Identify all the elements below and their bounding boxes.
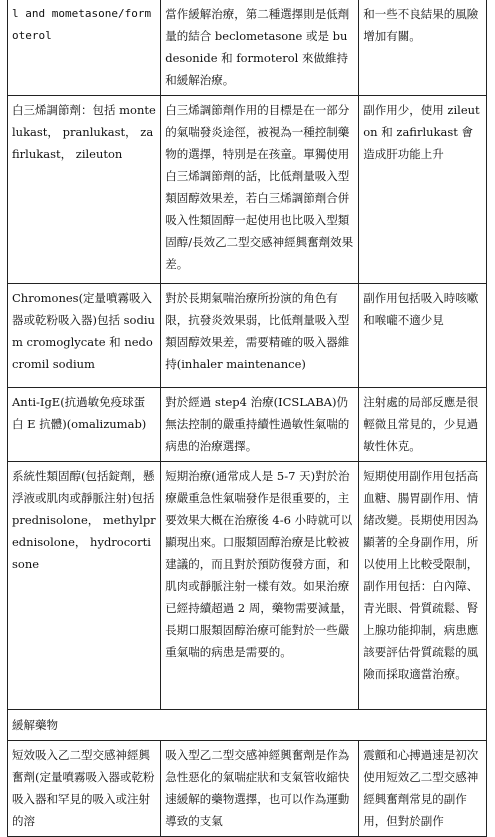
- drug-name-cell: Anti-IgE(抗過敏免疫球蛋白 E 抗體)(omalizumab): [8, 388, 161, 462]
- side-effects-cell: 和一些不良結果的風險增加有關。: [359, 0, 487, 96]
- drug-name-cell: 系統性類固醇(包括錠劑，懸浮液或肌肉或靜脈注射)包括 prednisolone， methylprednisolone， hydrocortisone: [8, 462, 161, 710]
- drug-name-cell: 短效吸入乙二型交感神經興奮劑(定量噴霧吸入器或乾粉吸入器和罕見的吸入或注射的溶: [8, 741, 161, 837]
- section-header: 緩解藥物: [8, 710, 487, 741]
- table-row: [8, 741, 487, 837]
- table-row: [8, 462, 487, 710]
- medication-table: [7, 0, 487, 837]
- description-cell: 對於經過 step4 治療(ICSLABA)仍無法控制的嚴重持續性過敏性氣喘的病患的治療選擇。: [161, 388, 359, 462]
- table-row: [8, 388, 487, 462]
- side-effects-cell: 注射處的局部反應是很輕微且常見的，少見過敏性休克。: [359, 388, 487, 462]
- description-cell: 短期治療(通常成人是 5-7 天)對於治療嚴重急性氣喘發作是很重要的，主要效果大概在治療後 4-6 小時就可以顯現出來。口服類固醇治療是比較被建議的，而且對於預防復發方面，和肌肉或靜脈注射一樣有效。如果治療已經持續超過 2 周，藥物需要減量，長期口服類固醇治療可能對於一些嚴重氣喘的病患是需要的。: [161, 462, 359, 710]
- description-cell: 對於長期氣喘治療所扮演的角色有限，抗發炎效果弱，比低劑量吸入型類固醇效果差，需要精確的吸入器維持(inhaler maintenance): [161, 284, 359, 388]
- table-row: [8, 96, 487, 284]
- table-row: [8, 284, 487, 388]
- side-effects-cell: 副作用少，使用 zileuton 和 zafirlukast 會造成肝功能上升: [359, 96, 487, 284]
- description-cell: 吸入型乙二型交感神經興奮劑是作為急性惡化的氣喘症狀和支氣管收縮快速緩解的藥物選擇，也可以作為運動導致的支氣: [161, 741, 359, 837]
- section-header-row: [8, 710, 487, 741]
- drug-name-cell: 白三烯調節劑：包括 montelukast， pranlukast， zafirlukast， zileuton: [8, 96, 161, 284]
- table-row: [8, 0, 487, 96]
- drug-name-cell: Chromones(定量噴霧吸入器或乾粉吸入器)包括 sodium cromoglycate 和 nedocromil sodium: [8, 284, 161, 388]
- side-effects-cell: 震顫和心搏過速是初次使用短效乙二型交感神經興奮劑常見的副作用，但對於副作: [359, 741, 487, 837]
- description-cell: 當作緩解治療，第二種選擇則是低劑量的結合 beclometasone 或是 budesonide 和 formoterol 來做維持和緩解治療。: [161, 0, 359, 96]
- side-effects-cell: 短期使用副作用包括高血糖、腸胃副作用、情緒改變。長期使用因為顯著的全身副作用，所以使用上比較受限制，副作用包括：白內障、青光眼、骨質疏鬆、腎上腺功能抑制，病患應該要評估骨質疏鬆的風險而採取適當治療。: [359, 462, 487, 710]
- side-effects-cell: 副作用包括吸入時咳嗽和喉嚨不適少見: [359, 284, 487, 388]
- drug-name-cell: l and mometasone/formoterol: [8, 0, 161, 96]
- description-cell: 白三烯調節劑作用的目標是在一部分的氣喘發炎途徑，被視為一種控制藥物的選擇，特別是在孩童。單獨使用白三烯調節劑的話，比低劑量吸入型類固醇效果差，若白三烯調節劑合併吸入性類固醇一起使用也比吸入型類固醇/長效乙二型交感神經興奮劑效果差。: [161, 96, 359, 284]
